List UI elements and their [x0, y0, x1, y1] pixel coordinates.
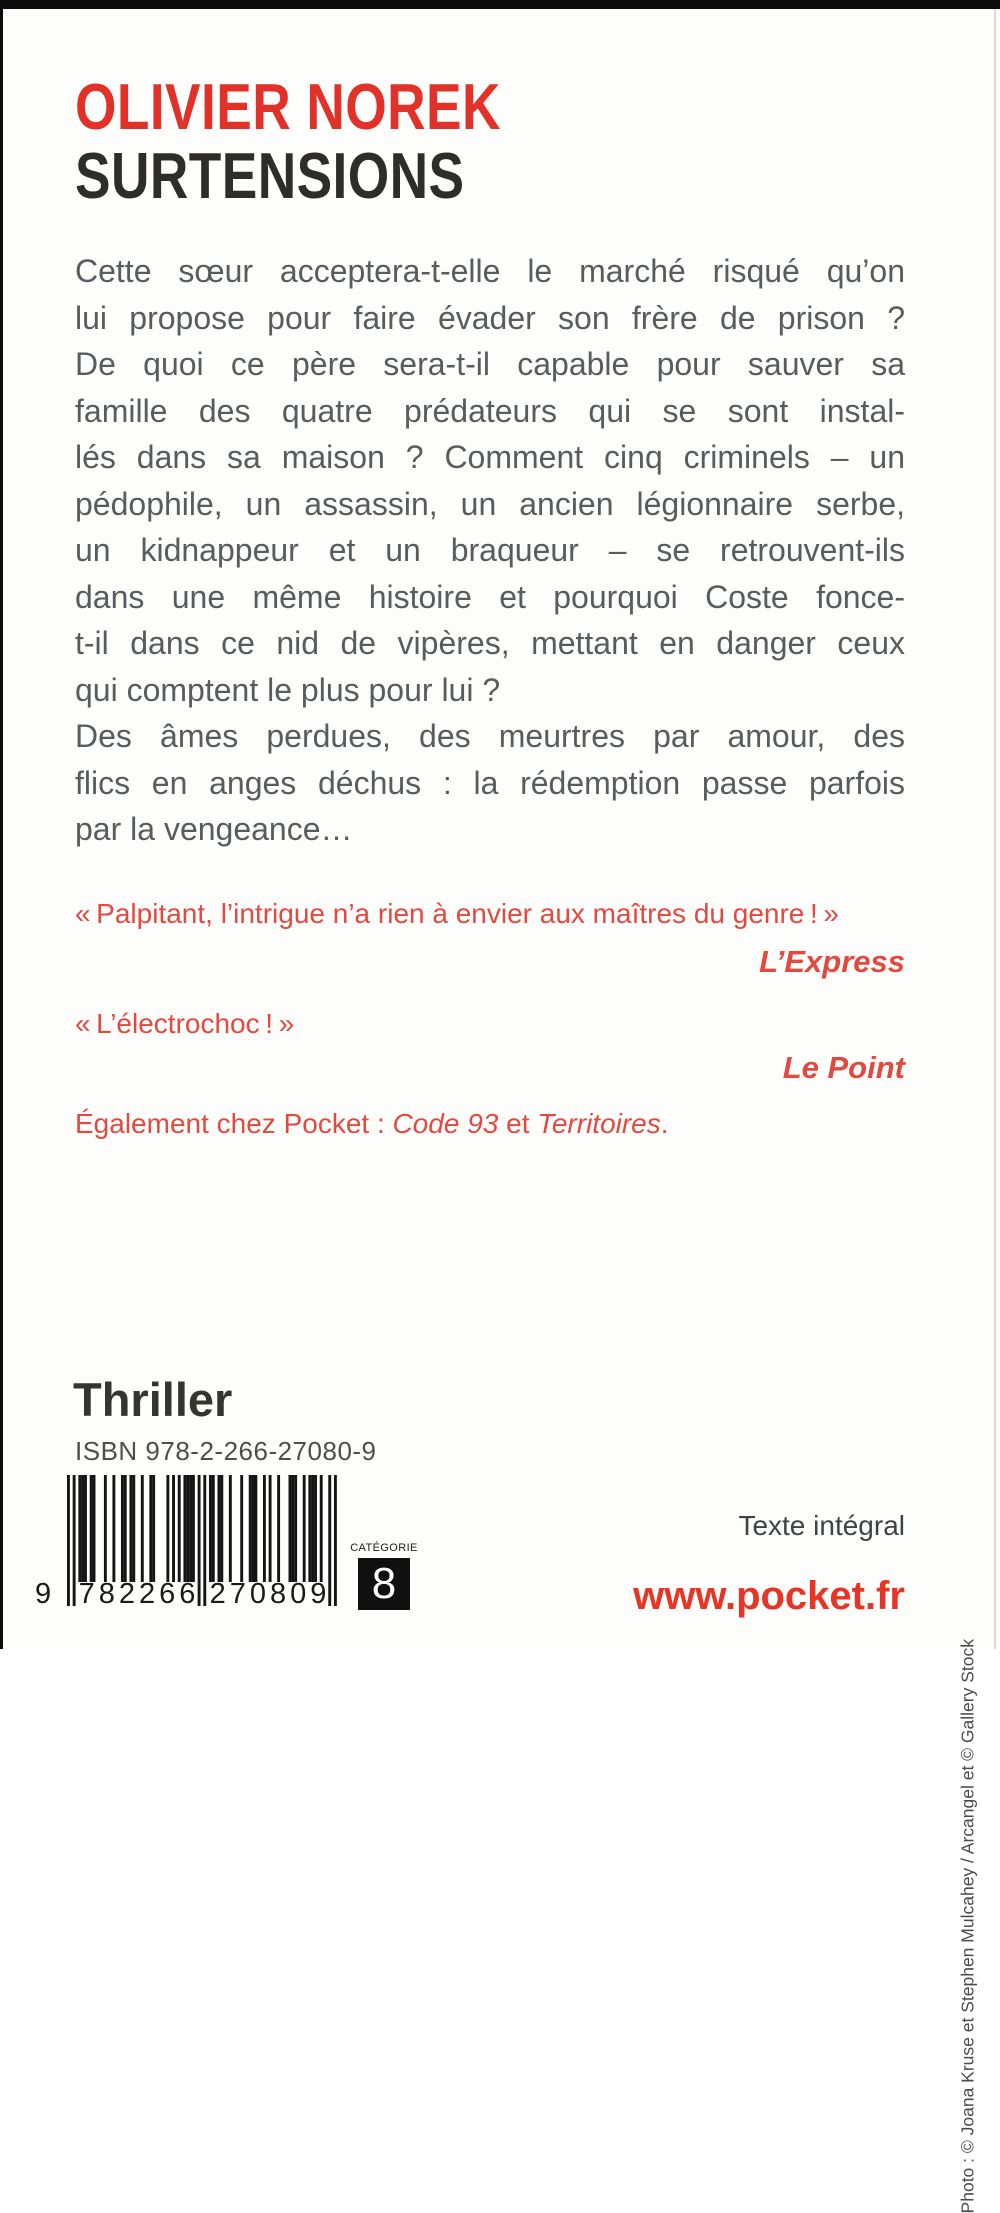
scan-top-edge: [0, 0, 1000, 9]
scan-left-edge: [0, 0, 3, 1649]
barcode-left-digits: 782266: [78, 1578, 200, 1610]
synopsis: [75, 248, 905, 853]
synopsis-line: Des âmes perdues, des meurtres par amour, des: [75, 718, 905, 754]
also-title-code93: Code 93: [392, 1108, 499, 1139]
publisher-website: www.pocket.fr: [633, 1574, 905, 1618]
barcode-lead-digit: 9: [35, 1578, 52, 1610]
synopsis-line: lés dans sa maison ? Comment cinq criminels – un: [75, 439, 905, 475]
press-source-express: L’Express: [759, 944, 905, 979]
synopsis-line: pédophile, un assassin, un ancien légionnaire serbe,: [75, 485, 905, 522]
press-source-lepoint: Le Point: [782, 1050, 905, 1085]
also-title-territoires: Territoires: [537, 1108, 661, 1139]
author-name: OLIVIER NOREK: [75, 70, 501, 143]
synopsis-line: t-il dans ce nid de vipères, mettant en danger ceux: [75, 625, 905, 661]
synopsis-line: Cette sœur acceptera-t-elle le marché risqué qu’on: [75, 253, 905, 289]
isbn-label: ISBN 978-2-266-27080-9: [75, 1436, 377, 1466]
genre-label: Thriller: [73, 1373, 233, 1426]
synopsis-line: De quoi ce père sera-t-il capable pour sauver sa: [75, 346, 905, 382]
texte-integral-label: Texte intégral: [738, 1510, 905, 1541]
also-suffix: .: [660, 1108, 669, 1139]
synopsis-line: un kidnappeur et un braqueur – se retrouvent-ils: [75, 532, 905, 568]
photo-credit: Photo : © Joana Kruse et Stephen Mulcahey / Arcangel et © Gallery Stock: [957, 1639, 977, 2213]
synopsis-line: lui propose pour faire évader son frère de prison ?: [75, 299, 905, 336]
also-separator: et: [498, 1108, 538, 1139]
scan-right-edge: [994, 9, 996, 1649]
synopsis-line: dans une même histoire et pourquoi Coste fonce-: [75, 578, 905, 615]
category-value: 8: [371, 1559, 397, 1608]
synopsis-line: par la vengeance…: [75, 811, 353, 847]
synopsis-line: qui comptent le plus pour lui ?: [75, 671, 501, 708]
category-label: CATÉGORIE: [350, 1542, 418, 1554]
press-quote-express: « Palpitant, l’intrigue n’a rien à envier aux maîtres du genre ! »: [75, 898, 839, 929]
barcode-right-digits: 270809: [209, 1578, 331, 1610]
book-title: SURTENSIONS: [75, 139, 465, 212]
also-prefix: Également chez Pocket :: [75, 1108, 393, 1139]
title-block: [75, 72, 594, 210]
also-available-line: [75, 1108, 905, 1140]
press-quote-lepoint: « L’électrochoc ! »: [75, 1008, 295, 1039]
synopsis-line: flics en anges déchus : la rédemption passe parfois: [75, 764, 905, 801]
synopsis-line: famille des quatre prédateurs qui se sont instal-: [75, 392, 905, 429]
